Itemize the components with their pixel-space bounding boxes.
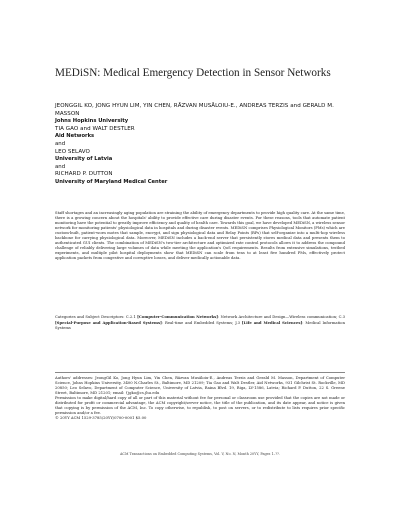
paper-page: [55, 0, 345, 518]
author-names-group-2: TIA GAO and WALT DESTLER: [55, 125, 135, 132]
ccs-text-3: : Medical Information Systems: [55, 321, 345, 331]
authors-addresses: Authors' addresses: JeongGil Ko, Jong Hyun Lim, Yin Chen, Răzvan Musăloiu-E., Andreas Terzis and Gerald M. Masson, Department of Computer Science, Johns Hopkins University, 3400 N.Charles St., Baltimore, MD 21209; Tia Gao and Walt Destler, Aid Networks, 931 Gilchrist St. Rockville, MD 20850; Leo Selavo, Department of Computer Science, University of Latvia, Raina Blvd. 19, Riga, LV-1586, Latvia; Richard P. Dutton, 22 S. Greene Street, Baltimore, MD 21201; email: {jgko@cs.jhu.edu: [55, 376, 345, 396]
affiliation-2: Aid Networks: [55, 133, 95, 140]
ccs-category-3: [Life and Medical Sciences]: [241, 320, 303, 326]
ccs-category-1: [Computer-Communication Networks]: [137, 314, 218, 319]
running-footer: ACM Transactions on Embedded Computing Systems, Vol. V, No. N, Month 20YY, Pages 1–??.: [119, 452, 281, 456]
author-connector-2: and: [55, 163, 66, 170]
author-block: [55, 103, 345, 187]
footnote-rule: [55, 372, 345, 373]
ccs-text-2: : Real-time and Embedded Systems; J.3: [161, 321, 242, 326]
footnote-block: [55, 376, 345, 421]
permission-notice: Permission to make digital/hard copy of all or part of this material without fee for personal or classroom use provided that the copies are not made or distributed for profit or commercial advantage, the ACM copyright/server notice, the title of the publication, and its date appear, and notice is given that copying is by permission of the ACM, Inc. To copy otherwise, to republish, to post on servers, or to redistribute to lists requires prior specific permission and/or a fee.: [55, 396, 345, 416]
affiliation-3: University of Latvia: [55, 156, 113, 163]
author-connector-1: and: [55, 140, 66, 147]
paper-title: MEDiSN: Medical Emergency Detection in Sensor Networks: [55, 67, 331, 79]
ccs-intro: Categories and Subject Descriptors: C.2.1: [55, 315, 138, 319]
ccs-category-2: [Special-Purpose and Application-Based Systems]: [55, 320, 162, 326]
ccs-descriptors: [55, 314, 345, 331]
author-names-group-3: LEO SELAVO: [55, 148, 90, 155]
author-names-group-4: RICHARD P. DUTTON: [55, 171, 113, 178]
author-names-group-1: JEONGGIL KO, JONG HYUN LIM, YIN CHEN, RĂZVAN MUSĂLOIU-E., ANDREAS TERZIS and GERALD M. MASSON: [55, 103, 334, 117]
abstract-paragraph: Staff shortages and an increasingly aging population are straining the ability of emergency departments to provide high quality care. At the same time, there is a growing concern about the hospitals' ability to provide effective care during disaster events. For these reasons, tools that automate patient monitoring have the potential to greatly improve efficiency and quality of health care. Towards this goal, we have developed MEDiSN, a wireless sensor network for monitoring patients' physiological data in hospitals and during disaster events. MEDiSN comprises Physiological Monitors (PMs) which are custom-built, patient-worn motes that sample, encrypt, and sign physiological data and Relay Points (RPs) that self-organize into a multi-hop wireless backbone for carrying physiological data. Moreover, MEDiSN includes a back-end server that persistently stores medical data and presents them to authenticated GUI clients. The combination of MEDiSN's two-tier architecture and optimized rate control protocols allows it to address the compound challenge of reliably delivering large volumes of data while meeting the application's QoS requirements. Results from extensive simulations, testbed experiments, and multiple pilot hospital deployments show that MEDiSN can scale from tens to at least five hundred PMs, effectively protect application packets from congestive and corruptive losses, and deliver medically actionable data.: [55, 211, 345, 261]
ccs-text-1: : Network Architecture and Design—Wireless communication; C.3: [218, 315, 345, 319]
copyright-line: © 20YY ACM 1529-3785/20YY/0700-0001 $5.00: [55, 416, 147, 421]
affiliation-1: Johns Hopkins University: [55, 118, 129, 125]
affiliation-4: University of Maryland Medical Center: [55, 178, 168, 185]
